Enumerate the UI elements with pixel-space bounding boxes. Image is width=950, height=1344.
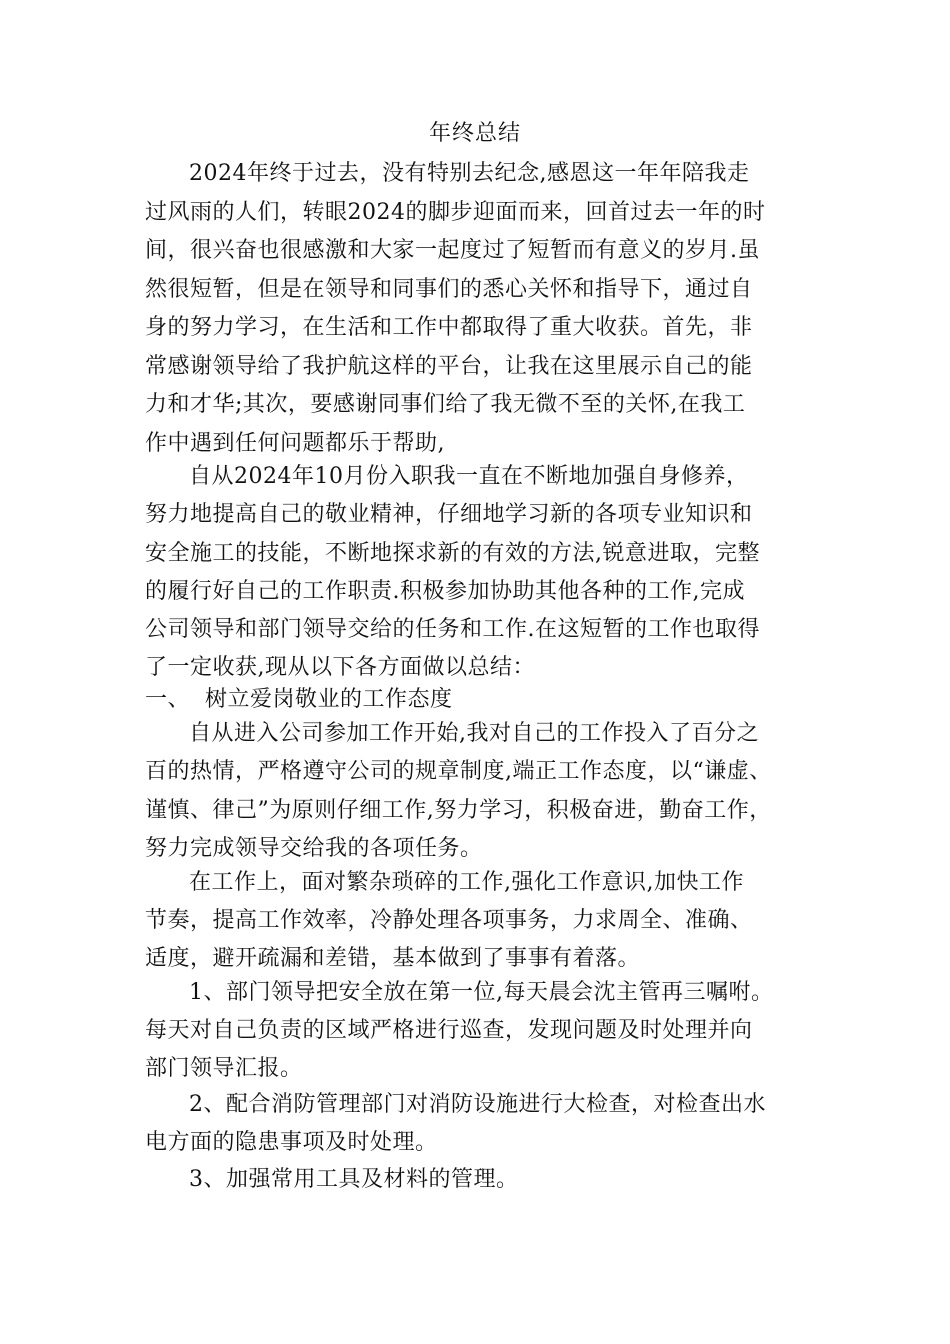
paragraph-line: 了一定收获,现从以下各方面做以总结： (145, 655, 535, 680)
paragraph-line: 自从2024年10月份入职我一直在不断地加强自身修养， (189, 464, 749, 489)
list-item-line: 每天对自己负责的区域严格进行巡查，发现问题及时处理并向 (145, 1018, 753, 1043)
paragraph-line: 努力完成领导交给我的各项任务。 (145, 836, 483, 861)
list-item-line: 1、部门领导把安全放在第一位,每天晨会沈主管再三嘱咐。 (189, 980, 774, 1005)
paragraph-line: 力和才华;其次，要感谢同事们给了我无微不至的关怀,在我工 (145, 392, 746, 417)
paragraph-line: 2024年终于过去，没有特别去纪念,感恩这一年年陪我走 (189, 161, 750, 186)
document-title: 年终总结 (428, 121, 521, 146)
paragraph-line: 然很短暂，但是在领导和同事们的悉心关怀和指导下，通过自 (145, 277, 753, 302)
paragraph-line: 谨慎、律己”为原则仔细工作,努力学习，积极奋进，勤奋工作， (145, 798, 772, 823)
paragraph-line: 身的努力学习，在生活和工作中都取得了重大收获。首先，非 (145, 315, 753, 340)
list-item-line: 部门领导汇报。 (145, 1056, 303, 1081)
list-item-line: 电方面的隐患事项及时处理。 (145, 1130, 438, 1155)
paragraph-line: 百的热情，严格遵守公司的规章制度,端正工作态度，以“谦虚、 (145, 759, 772, 784)
paragraph-line: 努力地提高自己的敬业精神，仔细地学习新的各项专业知识和 (145, 502, 753, 527)
paragraph-line: 作中遇到任何问题都乐于帮助, (145, 431, 445, 456)
paragraph-line: 适度，避开疏漏和差错，基本做到了事事有着落。 (145, 946, 641, 971)
list-item-line: 3、加强常用工具及材料的管理。 (189, 1167, 519, 1192)
paragraph-line: 间，很兴奋也很感激和大家一起度过了短暂而有意义的岁月.虽 (145, 238, 760, 263)
section-heading: 一、 树立爱岗敬业的工作态度 (145, 687, 453, 712)
paragraph-line: 公司领导和部门领导交给的任务和工作.在这短暂的工作也取得 (145, 617, 760, 642)
paragraph-line: 自从进入公司参加工作开始,我对自己的工作投入了百分之 (189, 721, 759, 746)
paragraph-line: 安全施工的技能，不断地探求新的有效的方法,锐意进取，完整 (145, 541, 760, 566)
paragraph-line: 过风雨的人们，转眼2024的脚步迎面而来，回首过去一年的时 (145, 200, 766, 225)
list-item-line: 2、配合消防管理部门对消防设施进行大检查，对检查出水 (189, 1092, 766, 1117)
paragraph-line: 节奏，提高工作效率，冷静处理各项事务，力求周全、准确、 (145, 908, 753, 933)
paragraph-line: 常感谢领导给了我护航这样的平台，让我在这里展示自己的能 (145, 354, 753, 379)
paragraph-line: 的履行好自己的工作职责.积极参加协助其他各种的工作,完成 (145, 579, 745, 604)
paragraph-line: 在工作上，面对繁杂琐碎的工作,强化工作意识,加快工作 (189, 870, 744, 895)
